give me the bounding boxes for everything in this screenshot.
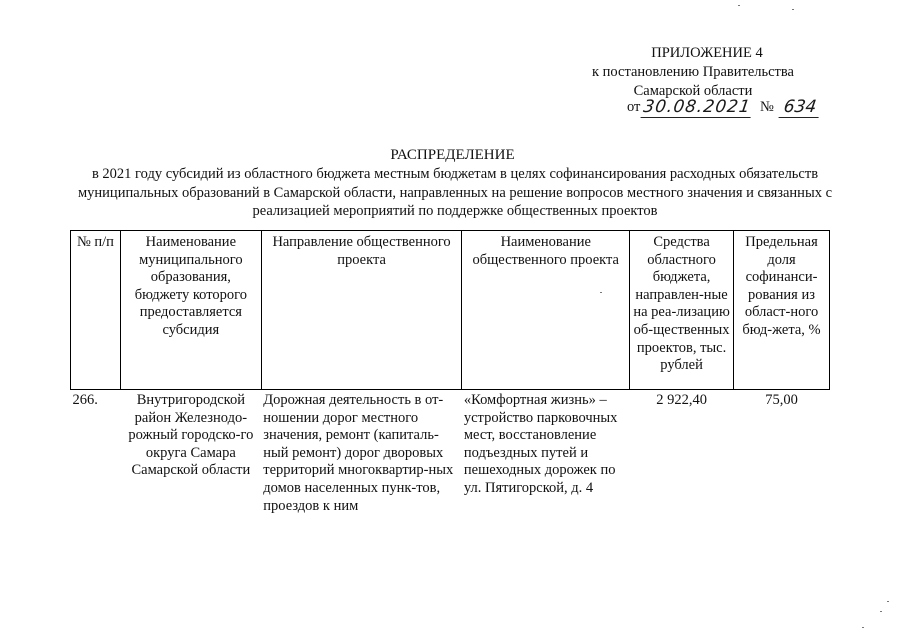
annex-line-1: к постановлению Правительства [592, 64, 794, 80]
distribution-table [70, 230, 830, 515]
header-direction: Направление общественного проекта [261, 231, 462, 390]
cell-municipality: Внутригородской район Железнодо-рожный городско-го округа Самара Самарской области [128, 392, 254, 479]
scan-speck [600, 292, 602, 293]
header-share: Предельная доля софинанси-рования из област-ного бюд-жета, % [734, 231, 830, 390]
annex-heading: ПРИЛОЖЕНИЕ 4 [651, 45, 763, 61]
annex-line-2: Самарской области [633, 83, 753, 99]
date-prefix: от [627, 99, 641, 115]
annex-header [563, 44, 823, 101]
cell-project: «Комфортная жизнь» – устройство парковочных мест, восстановление подъездных путей и пешеходных дорожек по ул. Пятигорской, д. 4 [463, 392, 618, 496]
header-number: № п/п [71, 231, 121, 390]
handwritten-date: 30.08.2021 [641, 97, 753, 117]
table-header-row [71, 231, 830, 390]
scan-speck [738, 5, 740, 6]
header-municipality: Наименование муниципального образования, бюджету которого предоставляется субсидия [120, 231, 261, 390]
header-funds: Средства областного бюджета, направлен-ные на реа-лизацию об-щественных проектов, тыс. рублей [630, 231, 734, 390]
scan-speck [880, 611, 882, 612]
cell-direction: Дорожная деятельность в от-ношении дорог местного значения, ремонт (капиталь-ный ремонт) дорог дворовых территорий многоквартир-ных домов населенных пунк-тов, проездов к ним [263, 392, 454, 514]
scan-speck [887, 601, 889, 602]
table-row [71, 390, 830, 516]
cell-funds: 2 922,40 [656, 392, 707, 408]
number-prefix: № [760, 99, 774, 115]
document-title: РАСПРЕДЕЛЕНИЕ [390, 147, 515, 163]
cell-number: 266. [72, 392, 98, 408]
header-project: Наименование общественного проекта [462, 231, 630, 390]
resolution-reference [627, 99, 827, 121]
scan-speck [792, 9, 794, 10]
scan-speck [862, 627, 864, 628]
handwritten-number: 634 [779, 97, 822, 118]
cell-share: 75,00 [765, 392, 798, 408]
document-subtitle: в 2021 году субсидий из областного бюджета местным бюджетам в целях софинансирования расходных обязательств муниципальных образований в Самарской области, направленных на решение вопросов местного значения и связанных с реализацией мероприятий по поддержке общественных проектов [77, 166, 832, 219]
